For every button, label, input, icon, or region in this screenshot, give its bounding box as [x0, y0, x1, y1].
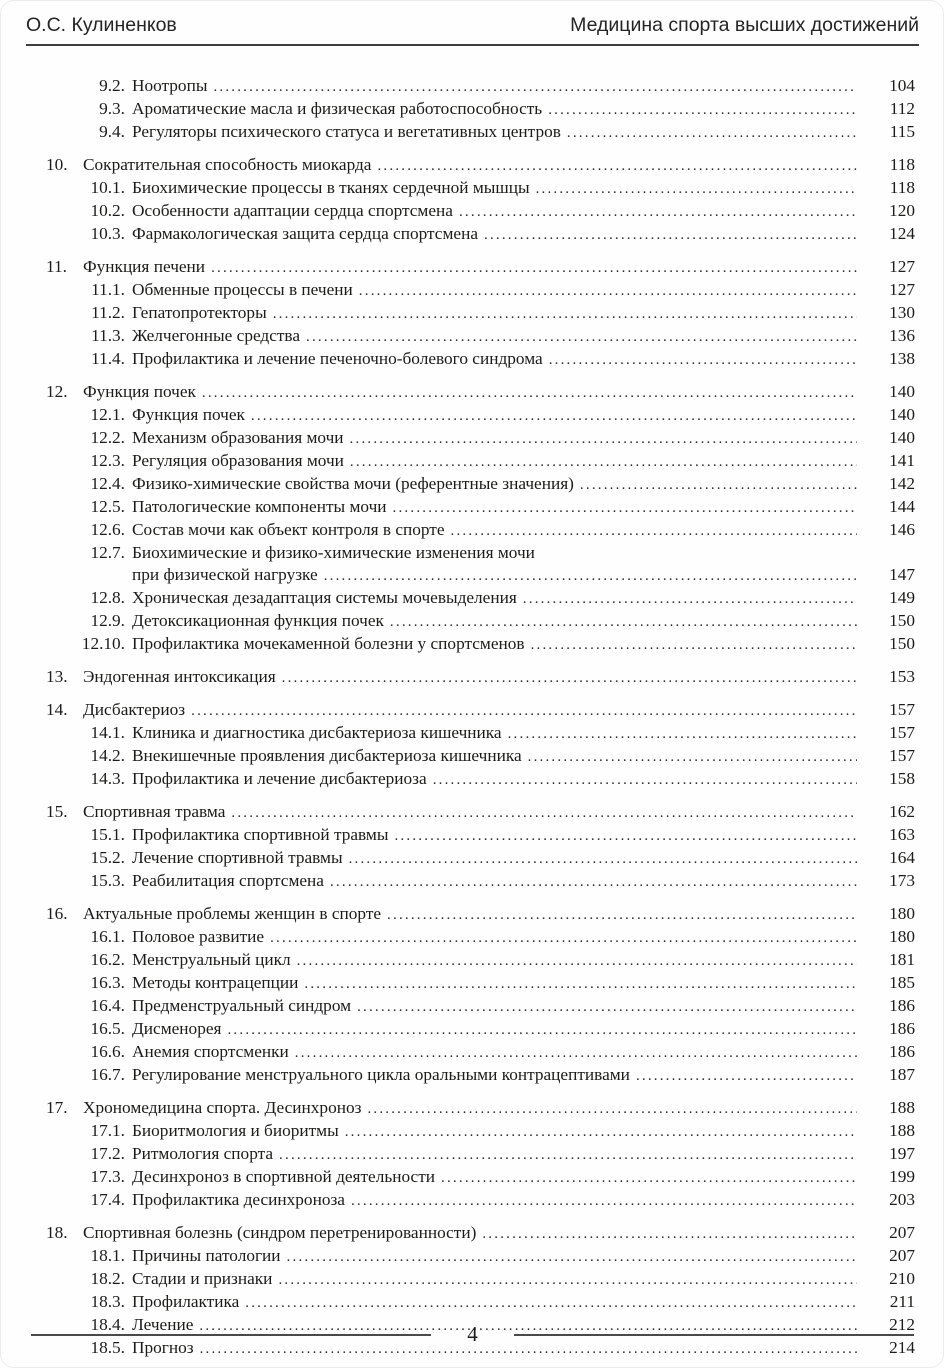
toc-entry-page: 185: [889, 973, 915, 992]
toc-entry-number: 12.8.: [90, 588, 125, 607]
toc-entry-number: 14.1.: [90, 723, 125, 742]
toc-entry-page: 104: [889, 76, 915, 95]
toc-entry-page: 207: [889, 1246, 915, 1265]
toc-entry-page: 197: [889, 1144, 915, 1163]
toc-entry-label: Профилактика и лечение печеночно-болевого синдрома: [132, 349, 543, 368]
toc-entry-page: 199: [889, 1167, 915, 1186]
toc-entry-label: Анемия спортсменки: [132, 1042, 289, 1061]
dot-leader: [324, 564, 857, 587]
toc-entry-label: Спортивная травма: [83, 802, 226, 821]
dot-leader: [191, 699, 857, 722]
dot-leader: [270, 926, 857, 949]
toc-entry-label: Гепатопротекторы: [132, 303, 267, 322]
toc-entry-number: 12.3.: [90, 451, 125, 470]
dot-leader: [441, 1166, 857, 1189]
toc-entry-page: 188: [889, 1121, 915, 1140]
toc-entry-page: 150: [889, 611, 915, 630]
toc-entry-page: 157: [889, 723, 915, 742]
toc-entry-label: Актуальные проблемы женщин в спорте: [83, 904, 382, 923]
toc-entry: [46, 699, 915, 722]
toc-entry-page: 186: [889, 996, 915, 1015]
toc-entry-label: Регулирование менструального цикла оральными контрацептивами: [132, 1065, 630, 1084]
toc-entry-label: Предменструальный синдром: [132, 996, 352, 1015]
toc-entry-page: 153: [889, 667, 915, 686]
toc-entry-page: 188: [889, 1098, 915, 1117]
toc-entry: [46, 473, 915, 496]
dot-leader: [580, 473, 857, 496]
dot-leader: [330, 870, 857, 893]
toc-entry-page: 158: [889, 769, 915, 788]
toc-entry: [46, 1222, 915, 1245]
toc-entry: [46, 223, 915, 246]
toc-entry-number: 12.1.: [90, 405, 125, 424]
dot-leader: [482, 1222, 857, 1245]
toc-entry-number: 9.2.: [99, 76, 125, 95]
dot-leader: [357, 995, 857, 1018]
dot-leader: [377, 154, 857, 177]
toc-entry-label: Фармакологическая защита сердца спортсмена: [132, 224, 478, 243]
toc-entry-page: 140: [889, 428, 915, 447]
toc-entry-number: 15.2.: [90, 848, 125, 867]
toc-entry: [46, 949, 915, 972]
toc-entry-page: 140: [889, 405, 915, 424]
toc-entry-page: 173: [889, 871, 915, 890]
toc-entry-page: 147: [889, 565, 915, 584]
toc-entry-number: 9.3.: [99, 99, 125, 118]
toc-entry: [46, 496, 915, 519]
page-footer: [31, 1322, 914, 1347]
toc-entry-page: 164: [889, 848, 915, 867]
toc-entry-label: Дисменорея: [132, 1019, 222, 1038]
toc-entry: [46, 1018, 915, 1041]
toc-entry-label: Профилактика: [132, 1292, 240, 1311]
toc-entry-number: 16.4.: [90, 996, 125, 1015]
dot-leader: [351, 1189, 857, 1212]
toc-entry-number: 12.10.: [81, 634, 125, 653]
toc-entry: [46, 801, 915, 824]
dot-leader: [508, 722, 857, 745]
toc-entry-number: 17.4.: [90, 1190, 125, 1209]
toc-entry-page: 118: [889, 155, 915, 174]
toc-entry-label: Десинхроноз в спортивной деятельности: [132, 1167, 436, 1186]
toc-entry-number: 12.: [46, 382, 68, 401]
dot-leader: [567, 121, 857, 144]
footer-rule-right: [514, 1334, 914, 1336]
dot-leader: [279, 1143, 857, 1166]
toc-entry: [46, 450, 915, 473]
toc-entry-number: 11.3.: [91, 326, 125, 345]
dot-leader: [433, 768, 857, 791]
toc-entry-label: Регуляция образования мочи: [132, 451, 344, 470]
dot-leader: [359, 279, 857, 302]
toc-entry-page: 187: [889, 1065, 915, 1084]
dot-leader: [549, 348, 857, 371]
toc-entry-label: Спортивная болезнь (синдром перетренированности): [83, 1223, 477, 1242]
toc-entry-label: Функция почек: [132, 405, 245, 424]
toc-entry: [46, 1291, 915, 1314]
toc-entry-label: Профилактика и лечение дисбактериоза: [132, 769, 427, 788]
dot-leader: [202, 381, 857, 404]
toc-entry: [46, 972, 915, 995]
toc-entry-page: 112: [889, 99, 915, 118]
toc-entry: [46, 121, 915, 144]
toc-entry: [46, 542, 915, 587]
toc-entry-page: 157: [889, 700, 915, 719]
toc-entry-number: 18.2.: [90, 1269, 125, 1288]
toc-entry-page: 138: [889, 349, 915, 368]
toc-entry-page: 124: [889, 224, 915, 243]
toc-entry-label: Желчегонные средства: [132, 326, 301, 345]
dot-leader: [231, 801, 857, 824]
toc-entry-label: Клиника и диагностика дисбактериоза кишечника: [132, 723, 502, 742]
toc-entry-number: 12.5.: [90, 497, 125, 516]
toc-entry-number: 18.4.: [90, 1315, 125, 1334]
dot-leader: [394, 824, 857, 847]
dot-leader: [390, 610, 857, 633]
toc-entry-label: Детоксикационная функция почек: [132, 611, 384, 630]
toc-entry-label: Патологические компоненты мочи: [132, 497, 387, 516]
toc-entry-label: Методы контрацепции: [132, 973, 299, 992]
toc-entry-number: 15.1.: [90, 825, 125, 844]
toc-entry-label: Лечение: [132, 1315, 194, 1334]
toc-entry-label: Биоритмология и биоритмы: [132, 1121, 339, 1140]
toc-entry: [46, 1097, 915, 1120]
dot-leader: [211, 256, 857, 279]
toc-entry-label: Состав мочи как объект контроля в спорте: [132, 520, 445, 539]
toc-entry-page: 157: [889, 746, 915, 765]
toc-entry: [46, 325, 915, 348]
dot-leader: [528, 745, 857, 768]
toc-entry-number: 18.1.: [90, 1246, 125, 1265]
toc-entry: [46, 1268, 915, 1291]
toc-entry-page: 210: [889, 1269, 915, 1288]
toc-entry-page: 146: [889, 520, 915, 539]
toc-entry-label: Хроническая дезадаптация системы мочевыделения: [132, 588, 517, 607]
toc-entry-number: 18.3.: [90, 1292, 125, 1311]
toc: [46, 75, 915, 1360]
dot-leader: [531, 633, 857, 656]
toc-entry-number: 17.: [46, 1098, 68, 1117]
dot-leader: [350, 450, 857, 473]
toc-entry-label: Эндогенная интоксикация: [83, 667, 276, 686]
dot-leader: [245, 1291, 857, 1314]
toc-entry-page: 127: [889, 280, 915, 299]
toc-entry: [46, 381, 915, 404]
toc-entry-number: 11.2.: [91, 303, 125, 322]
toc-entry: [46, 847, 915, 870]
toc-entry-page: 214: [889, 1338, 915, 1357]
toc-entry-label: Половое развитие: [132, 927, 265, 946]
toc-entry-label: Ноотропы: [132, 76, 208, 95]
toc-entry-page: 136: [889, 326, 915, 345]
dot-leader: [387, 903, 857, 926]
toc-entry-label: Реабилитация спортсмена: [132, 871, 324, 890]
toc-entry: [46, 302, 915, 325]
toc-entry-label: Ароматические масла и физическая работоспособность: [132, 99, 543, 118]
toc-entry: [46, 519, 915, 542]
toc-entry-number: 15.: [46, 802, 68, 821]
toc-entry: [46, 824, 915, 847]
toc-entry-number: 12.9.: [90, 611, 125, 630]
toc-entry-number: 14.: [46, 700, 68, 719]
toc-entry: [46, 995, 915, 1018]
dot-leader: [273, 302, 857, 325]
toc-entry: [46, 75, 915, 98]
dot-leader: [304, 972, 857, 995]
dot-leader: [536, 177, 857, 200]
toc-entry-label: Прогноз: [132, 1338, 194, 1357]
toc-entry: [46, 870, 915, 893]
toc-entry-page: 180: [889, 927, 915, 946]
toc-entry-label: Дисбактериоз: [83, 700, 186, 719]
toc-entry-label: Физико-химические свойства мочи (референтные значения): [132, 474, 574, 493]
toc-entry-page: 150: [889, 634, 915, 653]
toc-entry: [46, 404, 915, 427]
toc-entry-number: 17.2.: [90, 1144, 125, 1163]
toc-entry-number: 16.1.: [90, 927, 125, 946]
toc-entry: [46, 200, 915, 223]
toc-entry-label-line2: при физической нагрузке: [132, 565, 318, 584]
toc-entry: [46, 722, 915, 745]
dot-leader: [306, 325, 857, 348]
toc-entry-number: 15.3.: [90, 871, 125, 890]
toc-entry-number: 11.1.: [91, 280, 125, 299]
dot-leader: [278, 1268, 857, 1291]
toc-entry-number: 17.3.: [90, 1167, 125, 1186]
toc-entry-label: Функция почек: [83, 382, 196, 401]
toc-entry-number: 16.2.: [90, 950, 125, 969]
toc-entry-page: 142: [889, 474, 915, 493]
toc-entry-number: 16.6.: [90, 1042, 125, 1061]
header-book-title: Медицина спорта высших достижений: [570, 14, 919, 36]
toc-entry: [46, 1189, 915, 1212]
toc-entry-number: 13.: [46, 667, 68, 686]
toc-entry-number: 16.7.: [90, 1065, 125, 1084]
toc-entry-page: 212: [889, 1315, 915, 1334]
toc-entry-page: 211: [889, 1292, 915, 1311]
toc-entry-number: 10.: [46, 155, 68, 174]
toc-entry-label: Биохимические процессы в тканях сердечной мышцы: [132, 178, 530, 197]
toc-entry-number: 18.: [46, 1223, 68, 1242]
toc-entry-number: 17.1.: [90, 1121, 125, 1140]
toc-entry: [46, 926, 915, 949]
toc-entry: [46, 1064, 915, 1087]
toc-entry: [46, 587, 915, 610]
toc-entry-page: 149: [889, 588, 915, 607]
toc-entry-page: 127: [889, 257, 915, 276]
toc-entry-label: Сократительная способность миокарда: [83, 155, 372, 174]
header-author: О.С. Кулиненков: [26, 14, 177, 36]
toc-entry: [46, 1166, 915, 1189]
footer-page-number: 4: [467, 1322, 478, 1346]
toc-entry-label: Внекишечные проявления дисбактериоза кишечника: [132, 746, 522, 765]
dot-leader: [459, 200, 857, 223]
toc-entry-label: Стадии и признаки: [132, 1269, 273, 1288]
toc-entry-number: 18.5.: [90, 1338, 125, 1357]
toc-entry-page: 180: [889, 904, 915, 923]
toc-entry-page: 140: [889, 382, 915, 401]
toc-entry: [46, 427, 915, 450]
toc-entry-number: 16.: [46, 904, 68, 923]
dot-leader: [349, 847, 857, 870]
toc-entry-page: 118: [889, 178, 915, 197]
toc-entry-page: 186: [889, 1042, 915, 1061]
toc-entry-number: 16.3.: [90, 973, 125, 992]
toc-entry-number: 11.: [46, 257, 67, 276]
toc-entry-page: 115: [889, 122, 915, 141]
toc-entry-label: Механизм образования мочи: [132, 428, 344, 447]
toc-entry-page: 163: [889, 825, 915, 844]
toc-entry-number: 9.4.: [99, 122, 125, 141]
toc-entry: [46, 256, 915, 279]
toc-entry-number: 12.2.: [90, 428, 125, 447]
toc-entry-page: 207: [889, 1223, 915, 1242]
toc-entry-number: 14.3.: [90, 769, 125, 788]
toc-entry-number: 10.1.: [90, 178, 125, 197]
toc-entry: [46, 98, 915, 121]
toc-entry: [46, 154, 915, 177]
toc-entry-page: 186: [889, 1019, 915, 1038]
toc-entry: [46, 768, 915, 791]
toc-entry-label: Причины патологии: [132, 1246, 281, 1265]
toc-entry: [46, 348, 915, 371]
toc-entry-number: 10.2.: [90, 201, 125, 220]
toc-entry-page: 203: [889, 1190, 915, 1209]
toc-entry-label: Лечение спортивной травмы: [132, 848, 343, 867]
dot-leader: [367, 1097, 857, 1120]
toc-entry-label: Особенности адаптации сердца спортсмена: [132, 201, 453, 220]
toc-entry-label: Профилактика спортивной травмы: [132, 825, 389, 844]
toc-entry-label: Обменные процессы в печени: [132, 280, 353, 299]
dot-leader: [282, 666, 857, 689]
toc-entry: [46, 903, 915, 926]
toc-entry-page: 130: [889, 303, 915, 322]
toc-entry: [46, 177, 915, 200]
dot-leader: [393, 496, 857, 519]
toc-entry: [46, 1120, 915, 1143]
toc-entry: [46, 1143, 915, 1166]
toc-entry-label: Ритмология спорта: [132, 1144, 274, 1163]
dot-leader: [297, 949, 857, 972]
toc-entry-number: 16.5.: [90, 1019, 125, 1038]
toc-entry-page: 162: [889, 802, 915, 821]
dot-leader: [213, 75, 857, 98]
toc-entry: [46, 1041, 915, 1064]
dot-leader: [451, 519, 857, 542]
footer-rule-left: [31, 1334, 431, 1336]
toc-entry-label: Регуляторы психического статуса и вегетативных центров: [132, 122, 561, 141]
toc-entry-number: 12.7.: [90, 543, 125, 562]
toc-entry: [46, 1245, 915, 1268]
toc-entry-page: 141: [889, 451, 915, 470]
dot-leader: [636, 1064, 857, 1087]
toc-entry: [46, 666, 915, 689]
toc-entry-label: Функция печени: [83, 257, 206, 276]
toc-entry-page: 144: [889, 497, 915, 516]
dot-leader: [484, 223, 857, 246]
dot-leader: [227, 1018, 857, 1041]
toc-entry-label: Хрономедицина спорта. Десинхроноз: [83, 1098, 362, 1117]
dot-leader: [295, 1041, 857, 1064]
toc-entry-page: 181: [889, 950, 915, 969]
toc-entry: [46, 745, 915, 768]
toc-entry-number: 12.4.: [90, 474, 125, 493]
toc-entry-label: Биохимические и физико-химические изменения мочи: [132, 543, 535, 562]
dot-leader: [350, 427, 857, 450]
dot-leader: [523, 587, 857, 610]
dot-leader: [251, 404, 857, 427]
toc-entry: [46, 279, 915, 302]
toc-entry-page: 120: [889, 201, 915, 220]
dot-leader: [345, 1120, 857, 1143]
toc-entry-number: 12.6.: [90, 520, 125, 539]
toc-entry-label: Профилактика мочекаменной болезни у спортсменов: [132, 634, 525, 653]
toc-entry-label: Профилактика десинхроноза: [132, 1190, 345, 1209]
dot-leader: [287, 1245, 857, 1268]
toc-entry-number: 11.4.: [91, 349, 125, 368]
toc-entry-label: Менструальный цикл: [132, 950, 291, 969]
toc-entry: [46, 610, 915, 633]
toc-entry: [46, 633, 915, 656]
toc-entry-number: 10.3.: [90, 224, 125, 243]
toc-entry-number: 14.2.: [90, 746, 125, 765]
dot-leader: [548, 98, 857, 121]
page-header: [26, 1, 919, 46]
